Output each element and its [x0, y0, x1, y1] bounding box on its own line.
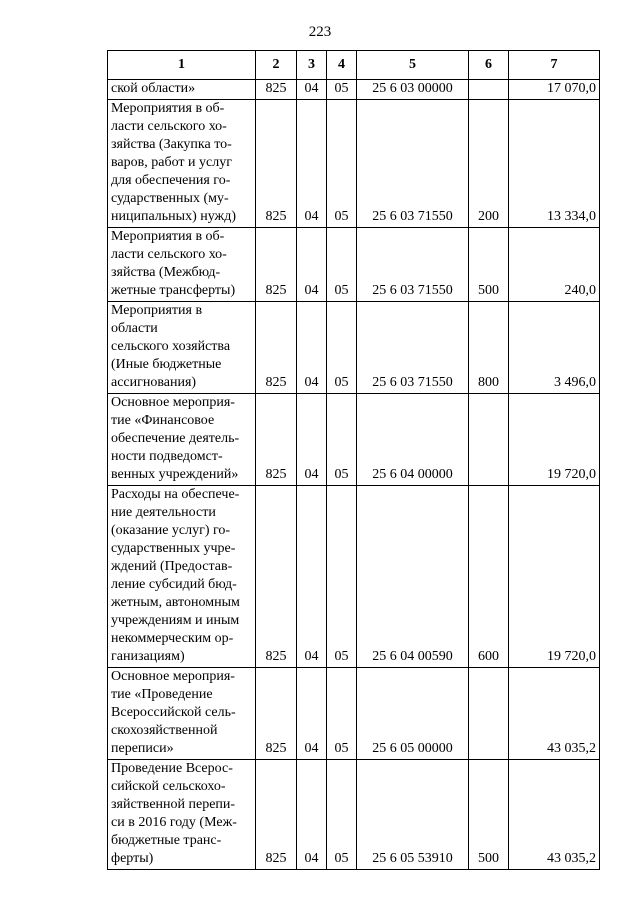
table-row: [108, 394, 600, 486]
table-row: [108, 100, 600, 228]
subsection-code: 05: [327, 302, 357, 394]
amount: 3 496,0: [509, 302, 600, 394]
ministry-code: 825: [256, 668, 297, 760]
target-article-code: 25 6 04 00000: [357, 394, 469, 486]
item-name: Основное мероприя- тие «Финансовое обеспечение деятель- ности подведомст- венных учреждений»: [108, 394, 256, 486]
amount: 19 720,0: [509, 486, 600, 668]
section-code: 04: [297, 394, 327, 486]
column-header: 3: [297, 51, 327, 80]
subsection-code: 05: [327, 486, 357, 668]
ministry-code: 825: [256, 302, 297, 394]
section-code: 04: [297, 100, 327, 228]
ministry-code: 825: [256, 100, 297, 228]
subsection-code: 05: [327, 668, 357, 760]
expense-type-code: 500: [469, 228, 509, 302]
target-article-code: 25 6 04 00590: [357, 486, 469, 668]
item-name: Мероприятия в об- ласти сельского хо- зяйства (Закупка то- варов, работ и услуг для обеспечения го- сударственных (му- ниципальных) нужд): [108, 100, 256, 228]
column-header: 7: [509, 51, 600, 80]
item-name: ской области»: [108, 80, 256, 100]
budget-table: [107, 50, 600, 870]
table-row: [108, 668, 600, 760]
section-code: 04: [297, 228, 327, 302]
target-article-code: 25 6 05 53910: [357, 760, 469, 870]
target-article-code: 25 6 03 71550: [357, 228, 469, 302]
column-header: 1: [108, 51, 256, 80]
ministry-code: 825: [256, 760, 297, 870]
header-row: [108, 51, 600, 80]
table-row: [108, 486, 600, 668]
column-header: 5: [357, 51, 469, 80]
expense-type-code: 800: [469, 302, 509, 394]
ministry-code: 825: [256, 80, 297, 100]
item-name: Расходы на обеспече- ние деятельности (оказание услуг) го- сударственных учре- ждений (Предостав- ление субсидий бюд- жетным, автономным учреждениям и иным некоммерческим ор- ганизациям): [108, 486, 256, 668]
section-code: 04: [297, 668, 327, 760]
expense-type-code: [469, 80, 509, 100]
expense-type-code: [469, 394, 509, 486]
table-row: [108, 760, 600, 870]
subsection-code: 05: [327, 760, 357, 870]
item-name: Основное мероприя- тие «Проведение Всероссийской сель- скохозяйственной переписи»: [108, 668, 256, 760]
expense-type-code: 600: [469, 486, 509, 668]
column-header: 4: [327, 51, 357, 80]
subsection-code: 05: [327, 80, 357, 100]
section-code: 04: [297, 302, 327, 394]
amount: 43 035,2: [509, 668, 600, 760]
subsection-code: 05: [327, 228, 357, 302]
amount: 17 070,0: [509, 80, 600, 100]
target-article-code: 25 6 03 00000: [357, 80, 469, 100]
item-name: Мероприятия в об- ласти сельского хо- зяйства (Межбюд- жетные трансферты): [108, 228, 256, 302]
table-row: [108, 228, 600, 302]
column-header: 2: [256, 51, 297, 80]
item-name: Мероприятия в области сельского хозяйства (Иные бюджетные ассигнования): [108, 302, 256, 394]
ministry-code: 825: [256, 394, 297, 486]
amount: 240,0: [509, 228, 600, 302]
item-name: Проведение Всерос- сийской сельскохо- зяйственной перепи- си в 2016 году (Меж- бюджетные транс- ферты): [108, 760, 256, 870]
table-row: [108, 80, 600, 100]
expense-type-code: [469, 668, 509, 760]
target-article-code: 25 6 05 00000: [357, 668, 469, 760]
section-code: 04: [297, 760, 327, 870]
section-code: 04: [297, 80, 327, 100]
ministry-code: 825: [256, 228, 297, 302]
target-article-code: 25 6 03 71550: [357, 302, 469, 394]
expense-type-code: 200: [469, 100, 509, 228]
section-code: 04: [297, 486, 327, 668]
ministry-code: 825: [256, 486, 297, 668]
column-header: 6: [469, 51, 509, 80]
page-number: 223: [308, 24, 332, 40]
expense-type-code: 500: [469, 760, 509, 870]
amount: 13 334,0: [509, 100, 600, 228]
subsection-code: 05: [327, 100, 357, 228]
amount: 43 035,2: [509, 760, 600, 870]
amount: 19 720,0: [509, 394, 600, 486]
subsection-code: 05: [327, 394, 357, 486]
target-article-code: 25 6 03 71550: [357, 100, 469, 228]
table-row: [108, 302, 600, 394]
